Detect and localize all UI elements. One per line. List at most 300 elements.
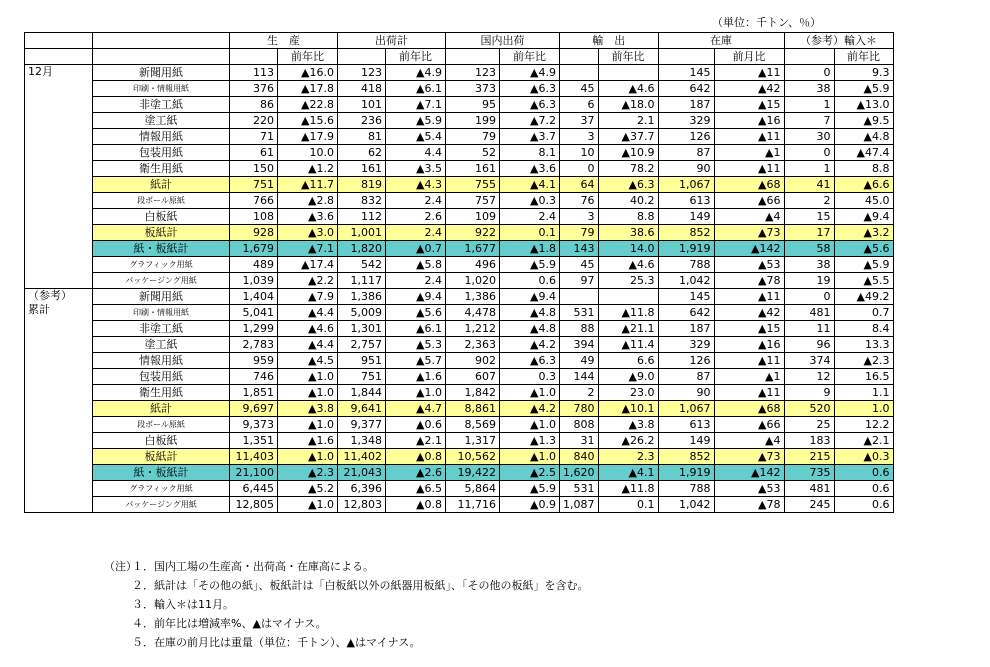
table-cell: 852 xyxy=(658,449,714,465)
table-cell: 2,363 xyxy=(446,337,500,353)
table-cell: 1,067 xyxy=(658,401,714,417)
table-cell: 126 xyxy=(658,353,714,369)
table-cell: 1,001 xyxy=(338,225,386,241)
table-cell: ▲2.5 xyxy=(500,465,560,481)
header-blank xyxy=(93,33,230,49)
table-cell: 2.4 xyxy=(386,193,446,209)
subheader-row xyxy=(25,49,894,65)
header-blank xyxy=(93,49,230,65)
column-subheader: 前年比 xyxy=(598,49,658,65)
table-cell: ▲9.4 xyxy=(386,289,446,305)
table-cell: 0.6 xyxy=(834,465,893,481)
table-cell: ▲142 xyxy=(714,465,784,481)
column-subheader: 前年比 xyxy=(834,49,893,65)
table-cell: 41 xyxy=(784,177,834,193)
table-cell: ▲78 xyxy=(714,273,784,289)
table-cell: 0.6 xyxy=(834,497,893,513)
table-cell: ▲42 xyxy=(714,81,784,97)
row-label: パッケージング用紙 xyxy=(93,497,230,513)
table-cell: 64 xyxy=(560,177,599,193)
table-cell: ▲1.0 xyxy=(278,385,338,401)
group-label-line1: 12月 xyxy=(28,65,53,78)
table-cell: 108 xyxy=(230,209,278,225)
table-cell: 16.5 xyxy=(834,369,893,385)
table-cell: ▲4.2 xyxy=(500,401,560,417)
table-cell: ▲7.9 xyxy=(278,289,338,305)
table-cell: 90 xyxy=(658,385,714,401)
table-row xyxy=(25,353,894,369)
table-cell: 11,402 xyxy=(338,449,386,465)
table-cell: ▲21.1 xyxy=(598,321,658,337)
table-cell: 819 xyxy=(338,177,386,193)
table-cell: 1,404 xyxy=(230,289,278,305)
table-cell: 8.8 xyxy=(598,209,658,225)
table-cell: ▲4.8 xyxy=(500,321,560,337)
table-cell: ▲18.0 xyxy=(598,97,658,113)
table-cell: ▲6.1 xyxy=(386,321,446,337)
table-cell: 2.1 xyxy=(598,113,658,129)
group-label-line1: （参考） xyxy=(28,289,72,302)
table-cell: 126 xyxy=(658,129,714,145)
table-cell: 220 xyxy=(230,113,278,129)
table-row xyxy=(25,369,894,385)
table-row xyxy=(25,305,894,321)
table-cell: ▲4.8 xyxy=(500,305,560,321)
table-cell: ▲0.8 xyxy=(386,497,446,513)
table-cell: 19,422 xyxy=(446,465,500,481)
table-row xyxy=(25,65,894,81)
row-label: 板紙計 xyxy=(93,449,230,465)
table-cell: ▲17.9 xyxy=(278,129,338,145)
table-cell: 14.0 xyxy=(598,241,658,257)
table-cell: 329 xyxy=(658,113,714,129)
table-cell: 1 xyxy=(784,97,834,113)
table-cell: 71 xyxy=(230,129,278,145)
row-label: 塗工紙 xyxy=(93,337,230,353)
table-row xyxy=(25,145,894,161)
row-label: 白板紙 xyxy=(93,209,230,225)
table-cell: 951 xyxy=(338,353,386,369)
table-cell: 1,851 xyxy=(230,385,278,401)
table-cell: 788 xyxy=(658,481,714,497)
table-cell: 8.4 xyxy=(834,321,893,337)
table-row xyxy=(25,257,894,273)
header-blank xyxy=(446,49,500,65)
table-cell: ▲6.1 xyxy=(386,81,446,97)
table-cell: ▲10.9 xyxy=(598,145,658,161)
table-cell: ▲4.4 xyxy=(278,337,338,353)
table-cell: 10,562 xyxy=(446,449,500,465)
table-cell: 0 xyxy=(784,65,834,81)
row-label: 包装用紙 xyxy=(93,369,230,385)
table-cell: ▲1.6 xyxy=(278,433,338,449)
table-cell: 1,842 xyxy=(446,385,500,401)
table-cell: 1,351 xyxy=(230,433,278,449)
table-cell: ▲3.5 xyxy=(386,161,446,177)
table-cell: ▲11.4 xyxy=(598,337,658,353)
table-cell: ▲0.3 xyxy=(500,193,560,209)
table-cell: 1,039 xyxy=(230,273,278,289)
table-cell: ▲4.1 xyxy=(598,465,658,481)
row-label: 塗工紙 xyxy=(93,113,230,129)
table-cell: 101 xyxy=(338,97,386,113)
table-cell: ▲49.2 xyxy=(834,289,893,305)
table-cell: 145 xyxy=(658,289,714,305)
row-label: 印刷・情報用紙 xyxy=(93,81,230,97)
table-cell: 642 xyxy=(658,81,714,97)
note-text: ４．前年比は増減率%、▲はマイナス。 xyxy=(132,617,327,630)
row-label: 新聞用紙 xyxy=(93,289,230,305)
table-cell: 751 xyxy=(230,177,278,193)
table-cell: ▲5.7 xyxy=(386,353,446,369)
table-cell: ▲5.9 xyxy=(386,113,446,129)
footnotes xyxy=(104,557,589,652)
table-cell: 187 xyxy=(658,321,714,337)
table-cell: 45 xyxy=(560,257,599,273)
table-cell: 808 xyxy=(560,417,599,433)
table-cell: 928 xyxy=(230,225,278,241)
table-cell: 489 xyxy=(230,257,278,273)
table-row xyxy=(25,273,894,289)
table-cell: 1,386 xyxy=(446,289,500,305)
row-label: 衛生用紙 xyxy=(93,385,230,401)
table-cell: ▲68 xyxy=(714,401,784,417)
table-cell: ▲11 xyxy=(714,129,784,145)
table-cell: 4,478 xyxy=(446,305,500,321)
table-cell: 418 xyxy=(338,81,386,97)
table-cell: 87 xyxy=(658,369,714,385)
table-cell: 95 xyxy=(446,97,500,113)
table-cell: ▲16 xyxy=(714,337,784,353)
table-cell: 1.0 xyxy=(834,401,893,417)
note-text: ２．紙計は「その他の紙」、板紙計は「白板紙以外の紙器用板紙」、「その他の板紙」を含む。 xyxy=(132,579,589,592)
table-cell: 215 xyxy=(784,449,834,465)
table-cell: ▲15 xyxy=(714,97,784,113)
row-label: 包装用紙 xyxy=(93,145,230,161)
table-cell: ▲73 xyxy=(714,225,784,241)
table-cell: ▲9.4 xyxy=(834,209,893,225)
table-cell: ▲6.3 xyxy=(500,81,560,97)
table-cell: 149 xyxy=(658,433,714,449)
header-row xyxy=(25,33,894,49)
table-cell: 2 xyxy=(560,385,599,401)
table-cell: 1,317 xyxy=(446,433,500,449)
table-cell: 150 xyxy=(230,161,278,177)
table-cell: ▲15.6 xyxy=(278,113,338,129)
table-cell: 922 xyxy=(446,225,500,241)
table-cell: 607 xyxy=(446,369,500,385)
table-cell: 755 xyxy=(446,177,500,193)
table-cell: 481 xyxy=(784,305,834,321)
table-cell: ▲1.0 xyxy=(500,417,560,433)
table-cell: 183 xyxy=(784,433,834,449)
table-cell: 0.3 xyxy=(500,369,560,385)
group-label-line2: 累計 xyxy=(28,303,50,316)
table-cell: 329 xyxy=(658,337,714,353)
row-label: パッケージング用紙 xyxy=(93,273,230,289)
table-cell: ▲5.9 xyxy=(834,81,893,97)
table-cell: ▲4.7 xyxy=(386,401,446,417)
table-cell: ▲0.3 xyxy=(834,449,893,465)
table-cell: 959 xyxy=(230,353,278,369)
table-cell: 1,117 xyxy=(338,273,386,289)
table-cell: 23.0 xyxy=(598,385,658,401)
table-cell: 97 xyxy=(560,273,599,289)
table-cell: ▲5.9 xyxy=(500,257,560,273)
table-cell: ▲0.8 xyxy=(386,449,446,465)
row-label: 衛生用紙 xyxy=(93,161,230,177)
table-cell: 7 xyxy=(784,113,834,129)
row-label: 情報用紙 xyxy=(93,353,230,369)
table-cell: ▲1.2 xyxy=(278,161,338,177)
table-cell: ▲6.5 xyxy=(386,481,446,497)
table-cell: 62 xyxy=(338,145,386,161)
table-cell: ▲26.2 xyxy=(598,433,658,449)
table-cell: 746 xyxy=(230,369,278,385)
table-cell: 0 xyxy=(560,161,599,177)
table-cell: 520 xyxy=(784,401,834,417)
table-cell: 6.6 xyxy=(598,353,658,369)
group-label xyxy=(25,289,93,513)
table-cell: ▲6.3 xyxy=(598,177,658,193)
table-cell: 832 xyxy=(338,193,386,209)
table-cell: 17 xyxy=(784,225,834,241)
table-cell: 8,569 xyxy=(446,417,500,433)
table-cell: ▲1 xyxy=(714,145,784,161)
table-cell: ▲16.0 xyxy=(278,65,338,81)
table-cell: ▲5.4 xyxy=(386,129,446,145)
table-cell: 613 xyxy=(658,193,714,209)
table-cell: ▲1.3 xyxy=(500,433,560,449)
table-cell: 11 xyxy=(784,321,834,337)
note-prefix: （注） xyxy=(104,560,137,573)
row-label: 段ボール原紙 xyxy=(93,193,230,209)
table-cell: ▲4.3 xyxy=(386,177,446,193)
table-cell: 376 xyxy=(230,81,278,97)
table-cell: 88 xyxy=(560,321,599,337)
table-cell: 531 xyxy=(560,305,599,321)
table-cell: ▲1.0 xyxy=(278,369,338,385)
column-header: （参考）輸入＊ xyxy=(784,33,893,49)
column-subheader: 前月比 xyxy=(714,49,784,65)
table-cell: ▲1 xyxy=(714,369,784,385)
table-cell: 79 xyxy=(446,129,500,145)
table-row xyxy=(25,97,894,113)
table-cell: ▲2.3 xyxy=(278,465,338,481)
table-cell: ▲2.2 xyxy=(278,273,338,289)
table-cell xyxy=(598,65,658,81)
header-blank xyxy=(230,49,278,65)
table-cell: ▲5.9 xyxy=(500,481,560,497)
table-cell: ▲5.2 xyxy=(278,481,338,497)
table-cell: 144 xyxy=(560,369,599,385)
column-header: 輸 出 xyxy=(560,33,659,49)
table-cell: ▲68 xyxy=(714,177,784,193)
table-cell: ▲4.5 xyxy=(278,353,338,369)
column-subheader: 前年比 xyxy=(500,49,560,65)
table-cell: 2.4 xyxy=(386,225,446,241)
table-row xyxy=(25,321,894,337)
table-cell: ▲11.8 xyxy=(598,305,658,321)
table-cell: 31 xyxy=(560,433,599,449)
row-label: 紙計 xyxy=(93,401,230,417)
table-cell: 199 xyxy=(446,113,500,129)
table-row xyxy=(25,129,894,145)
table-cell: 161 xyxy=(338,161,386,177)
table-cell: ▲1.0 xyxy=(278,449,338,465)
table-cell: 2.4 xyxy=(386,273,446,289)
note-line xyxy=(104,576,589,595)
table-cell: 123 xyxy=(446,65,500,81)
table-cell: ▲11.7 xyxy=(278,177,338,193)
table-cell: 751 xyxy=(338,369,386,385)
table-cell: 96 xyxy=(784,337,834,353)
table-cell: ▲2.1 xyxy=(386,433,446,449)
table-cell: ▲11 xyxy=(714,385,784,401)
table-cell: ▲66 xyxy=(714,417,784,433)
table-cell: 38 xyxy=(784,257,834,273)
table-cell: 143 xyxy=(560,241,599,257)
table-cell: ▲4.6 xyxy=(598,81,658,97)
table-cell: ▲2.6 xyxy=(386,465,446,481)
table-cell: 87 xyxy=(658,145,714,161)
table-cell: ▲4.4 xyxy=(278,305,338,321)
table-cell: 149 xyxy=(658,209,714,225)
table-cell: ▲4 xyxy=(714,209,784,225)
table-cell: ▲13.0 xyxy=(834,97,893,113)
table-cell: 113 xyxy=(230,65,278,81)
table-cell: ▲4.1 xyxy=(500,177,560,193)
table-cell: 9,697 xyxy=(230,401,278,417)
table-cell: 38.6 xyxy=(598,225,658,241)
table-cell: 1.1 xyxy=(834,385,893,401)
table-cell: 81 xyxy=(338,129,386,145)
table-cell: ▲1.6 xyxy=(386,369,446,385)
table-cell: ▲3.2 xyxy=(834,225,893,241)
table-cell: 58 xyxy=(784,241,834,257)
table-row xyxy=(25,241,894,257)
table-cell: 1,844 xyxy=(338,385,386,401)
table-cell: 15 xyxy=(784,209,834,225)
table-cell: ▲47.4 xyxy=(834,145,893,161)
table-cell: 3 xyxy=(560,209,599,225)
header-blank xyxy=(784,49,834,65)
table-cell: 0.6 xyxy=(500,273,560,289)
table-cell: 1,212 xyxy=(446,321,500,337)
table-cell: 902 xyxy=(446,353,500,369)
table-cell: ▲0.6 xyxy=(386,417,446,433)
table-cell: 90 xyxy=(658,161,714,177)
table-cell: ▲2.3 xyxy=(834,353,893,369)
table-cell: 840 xyxy=(560,449,599,465)
table-cell: 1,020 xyxy=(446,273,500,289)
table-cell: 373 xyxy=(446,81,500,97)
table-cell: 21,043 xyxy=(338,465,386,481)
table-cell: 6,396 xyxy=(338,481,386,497)
table-cell: 45 xyxy=(560,81,599,97)
table-cell: ▲4.2 xyxy=(500,337,560,353)
table-cell: ▲6.3 xyxy=(500,353,560,369)
row-label: 非塗工紙 xyxy=(93,97,230,113)
table-cell: 37 xyxy=(560,113,599,129)
table-cell: 10 xyxy=(560,145,599,161)
table-cell: 0.1 xyxy=(500,225,560,241)
table-cell: ▲1.8 xyxy=(500,241,560,257)
header-blank xyxy=(338,49,386,65)
table-cell: ▲5.3 xyxy=(386,337,446,353)
table-row xyxy=(25,161,894,177)
table-row xyxy=(25,481,894,497)
table-cell xyxy=(560,65,599,81)
table-row xyxy=(25,225,894,241)
table-cell: ▲5.6 xyxy=(386,305,446,321)
table-cell: 2.3 xyxy=(598,449,658,465)
table-cell: ▲0.7 xyxy=(386,241,446,257)
header-blank xyxy=(658,49,714,65)
table-cell: ▲11 xyxy=(714,289,784,305)
row-label: 紙・板紙計 xyxy=(93,241,230,257)
table-cell: ▲17.8 xyxy=(278,81,338,97)
table-cell: 2,783 xyxy=(230,337,278,353)
table-cell: 1,067 xyxy=(658,177,714,193)
table-cell: 5,041 xyxy=(230,305,278,321)
table-cell: 1,348 xyxy=(338,433,386,449)
row-label: グラフィック用紙 xyxy=(93,481,230,497)
table-cell: 45.0 xyxy=(834,193,893,209)
row-label: 情報用紙 xyxy=(93,129,230,145)
table-cell: 1,386 xyxy=(338,289,386,305)
table-cell: 542 xyxy=(338,257,386,273)
table-cell: 613 xyxy=(658,417,714,433)
row-label: 紙計 xyxy=(93,177,230,193)
table-cell: ▲9.5 xyxy=(834,113,893,129)
table-cell: 9,377 xyxy=(338,417,386,433)
table-cell: 2.6 xyxy=(386,209,446,225)
table-cell: ▲3.7 xyxy=(500,129,560,145)
table-cell: ▲11 xyxy=(714,161,784,177)
table-cell: 9.3 xyxy=(834,65,893,81)
table-cell: 374 xyxy=(784,353,834,369)
table-cell: ▲7.1 xyxy=(278,241,338,257)
row-label: 印刷・情報用紙 xyxy=(93,305,230,321)
table-row xyxy=(25,81,894,97)
table-cell: ▲2.8 xyxy=(278,193,338,209)
table-cell: 12 xyxy=(784,369,834,385)
table-cell: 0.7 xyxy=(834,305,893,321)
table-cell: ▲1.0 xyxy=(278,497,338,513)
table-cell: 481 xyxy=(784,481,834,497)
table-cell: 6,445 xyxy=(230,481,278,497)
table-cell: ▲22.8 xyxy=(278,97,338,113)
row-label: 非塗工紙 xyxy=(93,321,230,337)
row-label: 段ボール原紙 xyxy=(93,417,230,433)
table-cell: 1,620 xyxy=(560,465,599,481)
table-cell: 13.3 xyxy=(834,337,893,353)
table-cell: 161 xyxy=(446,161,500,177)
table-cell: ▲37.7 xyxy=(598,129,658,145)
table-row xyxy=(25,497,894,513)
note-text: １．国内工場の生産高・出荷高・在庫高による。 xyxy=(132,560,374,573)
table-cell: 49 xyxy=(560,353,599,369)
header-blank xyxy=(25,33,93,49)
table-cell: 8.1 xyxy=(500,145,560,161)
table-cell: 1,677 xyxy=(446,241,500,257)
table-cell: ▲1.0 xyxy=(500,449,560,465)
table-cell: ▲11 xyxy=(714,353,784,369)
table-cell: 76 xyxy=(560,193,599,209)
unit-note: （単位：千トン、％） xyxy=(712,16,822,29)
table-row xyxy=(25,433,894,449)
